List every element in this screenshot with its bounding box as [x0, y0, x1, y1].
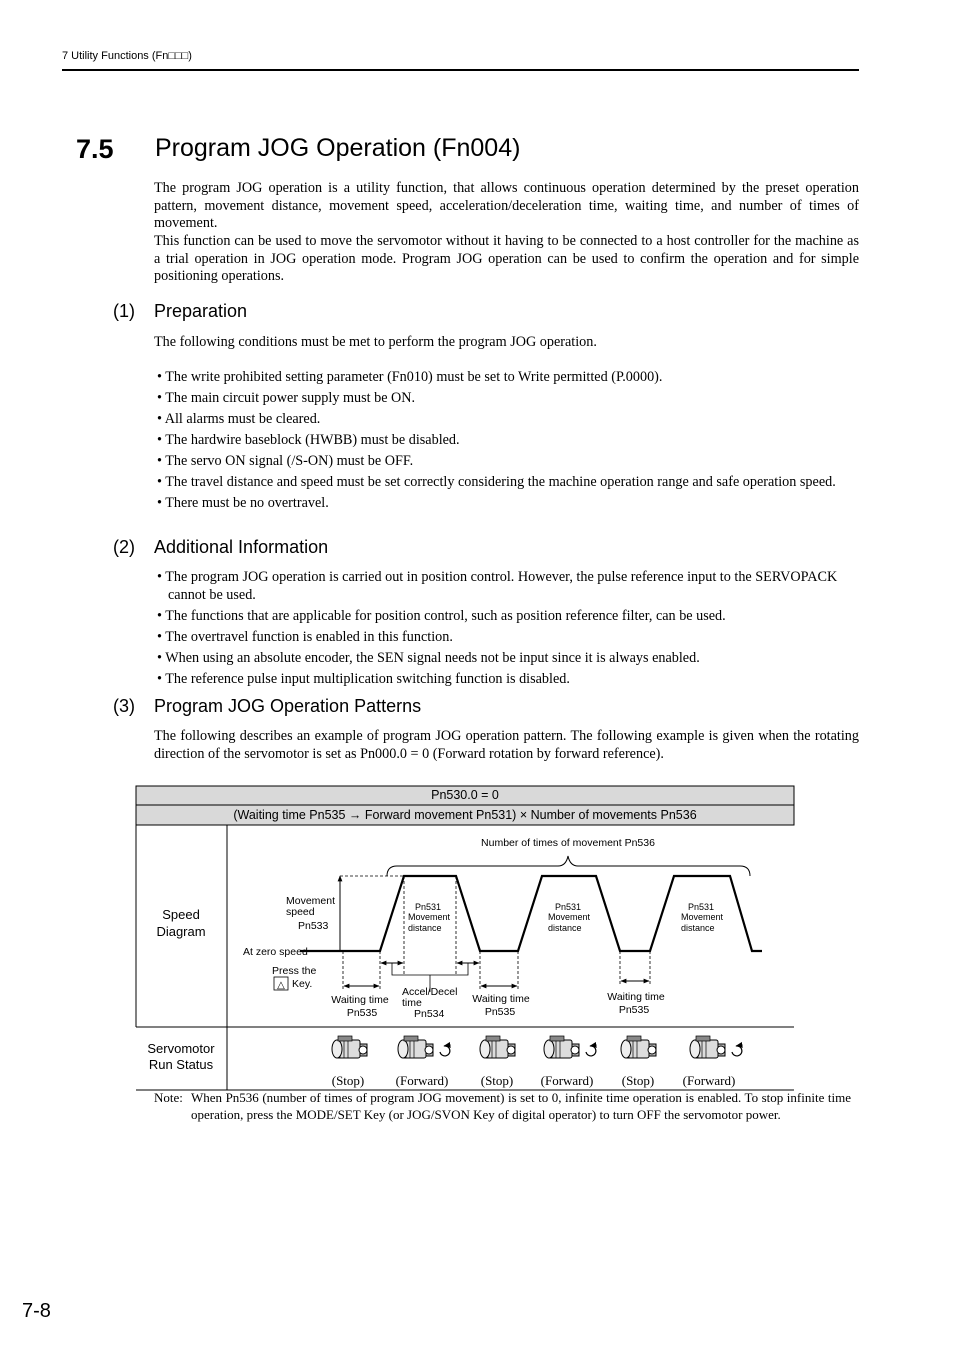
waiting-param-2: Pn535 — [484, 1006, 516, 1018]
move-param-1: Pn531 — [415, 902, 442, 912]
accel-param: Pn534 — [414, 1008, 445, 1020]
motor-stop-icon — [621, 1036, 656, 1058]
subsection-1-number: (1) — [113, 301, 135, 321]
list-item: • The hardwire baseblock (HWBB) must be disabled. — [157, 432, 862, 450]
diagram-header-1: Pn530.0 = 0 — [431, 788, 499, 802]
accel-label: Accel/Decel — [402, 986, 458, 998]
status-label: (Forward) — [395, 1073, 449, 1088]
waiting-time-label-1: Waiting time — [331, 994, 389, 1006]
motor-stop-icon — [480, 1036, 515, 1058]
list-item: • The travel distance and speed must be set correctly considering the machine operation range and safe operation speed. — [157, 474, 862, 492]
status-label: (Forward) — [682, 1073, 736, 1088]
subsection-3-number: (3) — [113, 696, 135, 716]
status-label: (Forward) — [540, 1073, 594, 1088]
motor-forward-icon — [690, 1036, 742, 1058]
preparation-intro: The following conditions must be met to perform the program JOG operation. — [154, 334, 597, 350]
note-label: Note: — [154, 1090, 183, 1105]
row-label-servomotor: Servomotor — [147, 1041, 215, 1056]
list-item: • All alarms must be cleared. — [157, 411, 862, 429]
row-label-speed: Speed — [162, 907, 200, 922]
list-item: • The functions that are applicable for position control, such as position reference filter, can be used. — [157, 608, 862, 626]
page-number: 7-8 — [22, 1300, 51, 1322]
list-item: • The servo ON signal (/S-ON) must be OFF. — [157, 453, 862, 471]
note-text: When Pn536 (number of times of program JOG movement) is set to 0, infinite time operation is enabled. To stop infinite time operation, press the MODE/SET Key (or JOG/SVON Key of digital operator) to turn OFF the servomotor power. — [191, 1090, 851, 1122]
list-item: • The program JOG operation is carried out in position control. However, the pulse reference input to the SERVOPACK cannot be used. — [157, 569, 862, 604]
movement-speed-param: Pn533 — [298, 920, 329, 932]
svg-text:Movement: Movement — [408, 912, 451, 922]
list-item: • The overtravel function is enabled in this function. — [157, 629, 862, 647]
list-item: • The main circuit power supply must be ON. — [157, 390, 862, 408]
svg-text:distance: distance — [681, 923, 715, 933]
movement-speed-label: Movement — [286, 895, 336, 907]
row-label-run-status: Run Status — [148, 1057, 214, 1072]
waiting-param-1: Pn535 — [346, 1007, 378, 1019]
running-header: 7 Utility Functions (Fn□□□) — [62, 50, 192, 62]
subsection-3-title: Program JOG Operation Patterns — [154, 696, 422, 716]
move-param-2: Pn531 — [555, 902, 582, 912]
motor-forward-icon — [544, 1036, 596, 1058]
section-title: Program JOG Operation (Fn004) — [155, 134, 521, 162]
key-label: Key. — [292, 978, 313, 990]
status-label: (Stop) — [621, 1073, 655, 1088]
svg-text:Movement: Movement — [681, 912, 724, 922]
list-item: • The reference pulse input multiplication switching function is disabled. — [157, 671, 862, 689]
motor-stop-icon — [332, 1036, 367, 1058]
at-zero-speed: At zero speed — [243, 946, 308, 958]
subsection-2-title: Additional Information — [154, 537, 329, 557]
svg-text:Movement: Movement — [548, 912, 591, 922]
diagram-header-2: (Waiting time Pn535 → Forward movement Pn531) × Number of movements Pn536 — [233, 808, 697, 822]
waiting-time-label-2: Waiting time — [472, 993, 530, 1005]
status-label: (Stop) — [331, 1073, 365, 1088]
svg-text:distance: distance — [408, 923, 442, 933]
waiting-time-label-3: Waiting time — [607, 991, 665, 1003]
row-label-diagram: Diagram — [156, 924, 206, 939]
section-number: 7.5 — [76, 134, 114, 164]
svg-text:speed: speed — [286, 906, 315, 918]
svg-text:distance: distance — [548, 923, 582, 933]
up-key-glyph: △ — [277, 980, 285, 991]
status-label: (Stop) — [480, 1073, 514, 1088]
patterns-intro: The following describes an example of program JOG operation pattern. The following example is given when the rotating direction of the servomotor is set as Pn000.0 = 0 (Forward rotation by forward reference). — [154, 728, 859, 762]
intro-paragraph-1: The program JOG operation is a utility function, that allows continuous operation determined by the preset operation pattern, movement distance, movement speed, acceleration/deceleration time, waiting time, and number of times of movement. — [154, 180, 859, 231]
list-item: • There must be no overtravel. — [157, 495, 862, 513]
motor-forward-icon — [398, 1036, 450, 1058]
press-the-label: Press the — [272, 965, 317, 977]
intro-paragraph-2: This function can be used to move the servomotor without it having to be connected to a host controller for the machine as a trial operation in JOG operation mode. Program JOG operation can be used to confirm the operation and for simple positioning operations. — [154, 233, 859, 284]
movements-brace — [387, 856, 750, 876]
num-movements-label: Number of times of movement Pn536 — [481, 837, 655, 849]
subsection-2-number: (2) — [113, 537, 135, 557]
waiting-param-3: Pn535 — [618, 1004, 650, 1016]
svg-text:time: time — [402, 997, 422, 1009]
move-param-3: Pn531 — [688, 902, 715, 912]
list-item: • The write prohibited setting parameter (Fn010) must be set to Write permitted (P.0000). — [157, 369, 862, 387]
subsection-1-title: Preparation — [154, 301, 248, 321]
list-item: • When using an absolute encoder, the SEN signal needs not be input since it is always enabled. — [157, 650, 862, 668]
